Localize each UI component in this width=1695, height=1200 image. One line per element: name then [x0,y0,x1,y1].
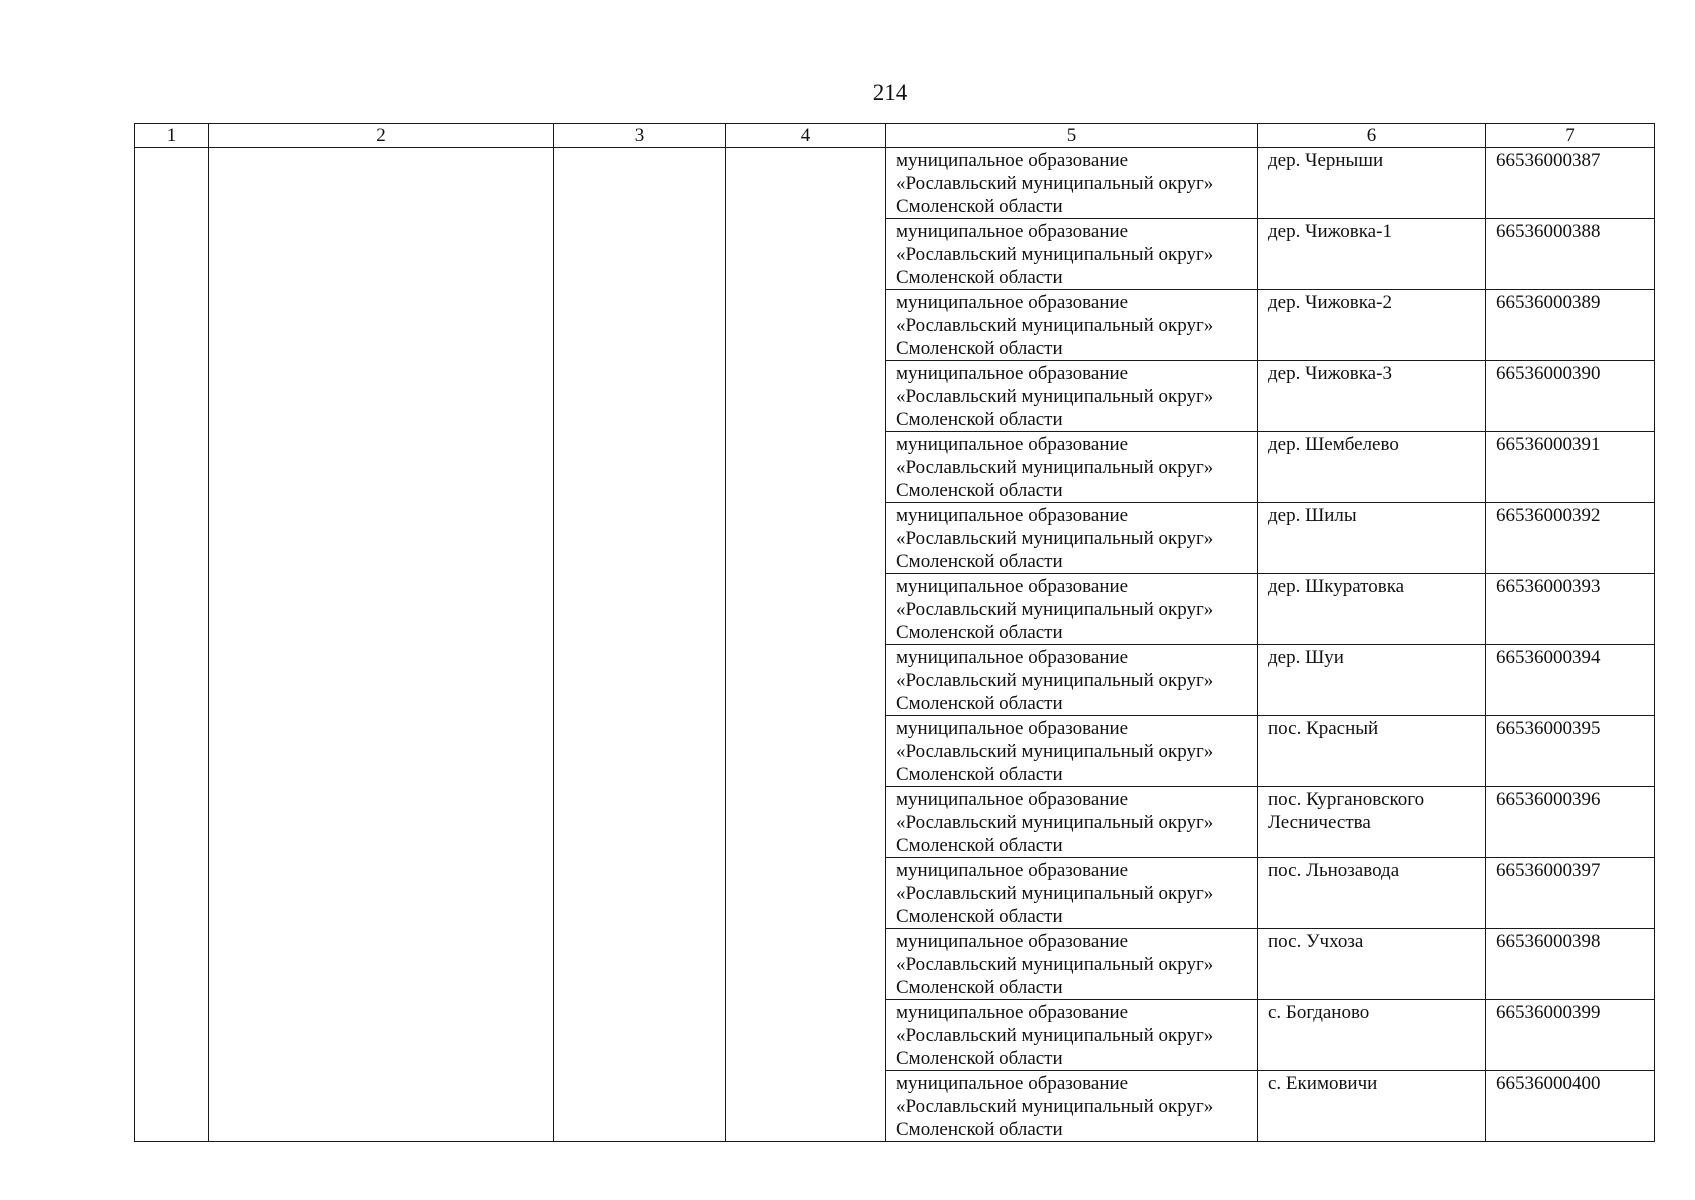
oktmo-code-cell: 66536000400 [1486,1071,1655,1142]
page-number: 214 [872,80,908,105]
oktmo-code-cell: 66536000392 [1486,503,1655,574]
column-header-7: 7 [1486,124,1655,148]
column-header-5: 5 [886,124,1258,148]
column-header-1: 1 [135,124,209,148]
oktmo-code-cell: 66536000393 [1486,574,1655,645]
municipality-cell: муниципальное образование «Рославльский муниципальный округ» Смоленской области [886,787,1258,858]
municipality-cell: муниципальное образование «Рославльский муниципальный округ» Смоленской области [886,716,1258,787]
settlement-cell: пос. Красный [1258,716,1486,787]
cell-col4-merged [726,148,886,1142]
settlement-cell: пос. Кургановского Лесничества [1258,787,1486,858]
settlement-cell: дер. Чижовка-3 [1258,361,1486,432]
oktmo-code-cell: 66536000395 [1486,716,1655,787]
oktmo-code-cell: 66536000389 [1486,290,1655,361]
column-header-2: 2 [209,124,554,148]
municipality-cell: муниципальное образование «Рославльский муниципальный округ» Смоленской области [886,1000,1258,1071]
settlement-cell: с. Богданово [1258,1000,1486,1071]
column-header-6: 6 [1258,124,1486,148]
cell-col2-merged [209,148,554,1142]
header-row [135,124,1655,148]
municipality-cell: муниципальное образование «Рославльский муниципальный округ» Смоленской области [886,148,1258,219]
settlement-cell: дер. Черныши [1258,148,1486,219]
oktmo-code-cell: 66536000398 [1486,929,1655,1000]
oktmo-code-cell: 66536000388 [1486,219,1655,290]
municipality-cell: муниципальное образование «Рославльский муниципальный округ» Смоленской области [886,432,1258,503]
municipality-cell: муниципальное образование «Рославльский муниципальный округ» Смоленской области [886,1071,1258,1142]
settlement-cell: дер. Шилы [1258,503,1486,574]
settlement-cell: пос. Учхоза [1258,929,1486,1000]
settlement-cell: дер. Чижовка-2 [1258,290,1486,361]
settlement-cell: дер. Шуи [1258,645,1486,716]
oktmo-code-cell: 66536000394 [1486,645,1655,716]
oktmo-code-cell: 66536000399 [1486,1000,1655,1071]
oktmo-code-cell: 66536000397 [1486,858,1655,929]
oktmo-code-cell: 66536000391 [1486,432,1655,503]
settlement-cell: дер. Шембелево [1258,432,1486,503]
municipality-cell: муниципальное образование «Рославльский муниципальный округ» Смоленской области [886,574,1258,645]
column-header-4: 4 [726,124,886,148]
settlement-cell: пос. Льнозавода [1258,858,1486,929]
settlement-cell: с. Екимовичи [1258,1071,1486,1142]
cell-col1-merged [135,148,209,1142]
municipality-cell: муниципальное образование «Рославльский муниципальный округ» Смоленской области [886,361,1258,432]
table-row [135,148,1655,219]
column-header-3: 3 [554,124,726,148]
oktmo-code-cell: 66536000390 [1486,361,1655,432]
oktmo-code-cell: 66536000396 [1486,787,1655,858]
municipality-cell: муниципальное образование «Рославльский муниципальный округ» Смоленской области [886,929,1258,1000]
register-table [134,123,1655,1142]
municipality-cell: муниципальное образование «Рославльский муниципальный округ» Смоленской области [886,503,1258,574]
oktmo-code-cell: 66536000387 [1486,148,1655,219]
municipality-cell: муниципальное образование «Рославльский муниципальный округ» Смоленской области [886,219,1258,290]
municipality-cell: муниципальное образование «Рославльский муниципальный округ» Смоленской области [886,290,1258,361]
municipality-cell: муниципальное образование «Рославльский муниципальный округ» Смоленской области [886,858,1258,929]
settlement-cell: дер. Чижовка-1 [1258,219,1486,290]
cell-col3-merged [554,148,726,1142]
settlement-cell: дер. Шкуратовка [1258,574,1486,645]
municipality-cell: муниципальное образование «Рославльский муниципальный округ» Смоленской области [886,645,1258,716]
